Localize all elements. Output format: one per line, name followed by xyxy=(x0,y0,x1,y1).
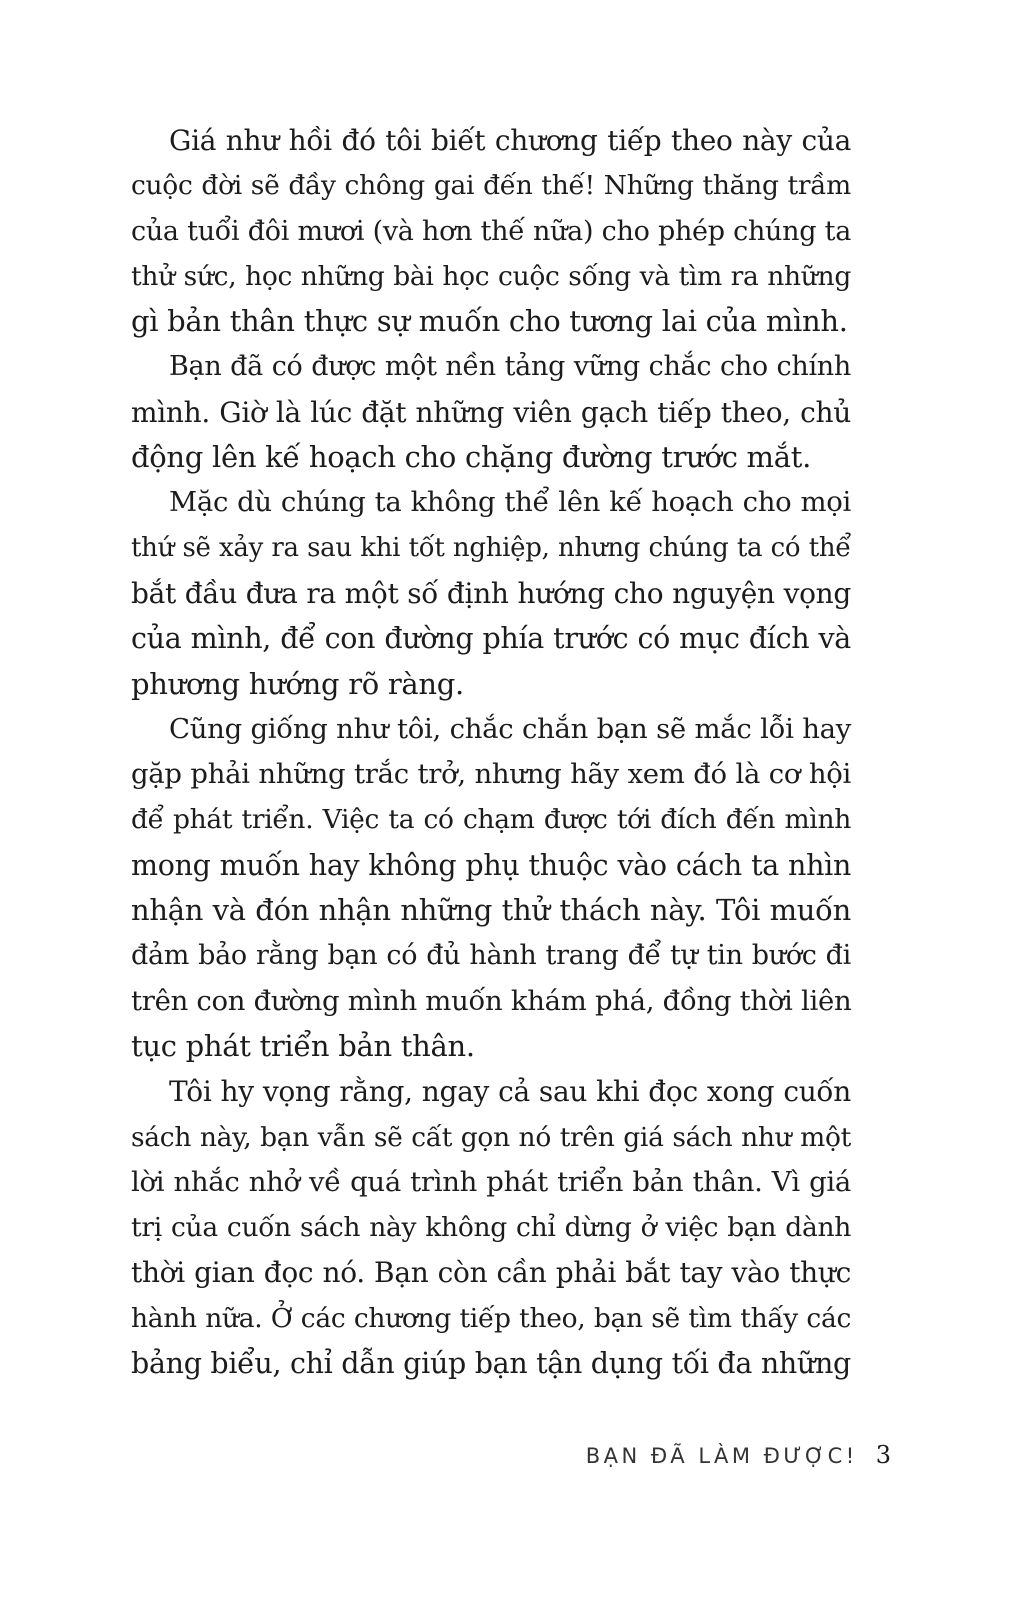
paragraph-4-line-6: đảm bảo rằng bạn có đủ hành trang để tự tin bước đi xyxy=(131,940,851,972)
paragraph-1-line-3: của tuổi đôi mươi (và hơn thế nữa) cho phép chúng ta xyxy=(131,215,851,247)
paragraph-4-line-8: tục phát triển bản thân. xyxy=(131,1028,475,1063)
running-title: BẠN ĐÃ LÀM ĐƯỢC! xyxy=(585,1444,858,1468)
paragraph-5-line-6: hành nữa. Ở các chương tiếp theo, bạn sẽ tìm thấy các xyxy=(131,1302,851,1334)
paragraph-4-line-7: trên con đường mình muốn khám phá, đồng thời liên xyxy=(131,984,852,1017)
paragraph-3-line-3: bắt đầu đưa ra một số định hướng cho nguyện vọng xyxy=(131,576,851,610)
body-text xyxy=(131,118,851,1386)
paragraph-5-line-5: thời gian đọc nó. Bạn còn cần phải bắt tay vào thực xyxy=(131,1256,851,1290)
paragraph-1-line-1: Giá như hồi đó tôi biết chương tiếp theo này của xyxy=(169,124,851,157)
page-footer xyxy=(586,1441,891,1469)
paragraph-3-line-5: phương hướng rõ ràng. xyxy=(131,666,464,701)
paragraph-5-line-2: sách này, bạn vẫn sẽ cất gọn nó trên giá sách như một xyxy=(131,1121,851,1153)
paragraph-3-line-4: của mình, để con đường phía trước có mục đích và xyxy=(131,622,851,656)
paragraph-5-line-4: trị của cuốn sách này không chỉ dừng ở việc bạn dành xyxy=(131,1212,851,1244)
page-number: 3 xyxy=(875,1441,891,1469)
paragraph-3-line-2: thứ sẽ xảy ra sau khi tốt nghiệp, nhưng chúng ta có thể xyxy=(131,532,851,563)
paragraph-2-line-1: Bạn đã có được một nền tảng vững chắc cho chính xyxy=(169,351,851,383)
paragraph-1-line-5: gì bản thân thực sự muốn cho tương lai của mình. xyxy=(131,304,848,339)
paragraph-5-line-3: lời nhắc nhở về quá trình phát triển bản thân. Vì giá xyxy=(131,1165,851,1198)
paragraph-3-line-1: Mặc dù chúng ta không thể lên kế hoạch cho mọi xyxy=(169,486,851,519)
paragraph-2-line-3: động lên kế hoạch cho chặng đường trước mắt. xyxy=(131,440,812,475)
paragraph-1-line-4: thử sức, học những bài học cuộc sống và tìm ra những xyxy=(131,260,851,292)
paragraph-1-line-2: cuộc đời sẽ đầy chông gai đến thế! Những thăng trầm xyxy=(131,170,851,202)
paragraph-2-line-2: mình. Giờ là lúc đặt những viên gạch tiếp theo, chủ xyxy=(131,395,851,429)
paragraph-4-line-2: gặp phải những trắc trở, nhưng hãy xem đó là cơ hội xyxy=(131,758,851,791)
paragraph-4-line-5: nhận và đón nhận những thử thách này. Tôi muốn xyxy=(131,893,851,928)
paragraph-4-line-1: Cũng giống như tôi, chắc chắn bạn sẽ mắc lỗi hay xyxy=(169,712,851,745)
paragraph-4-line-3: để phát triển. Việc ta có chạm được tới đích đến mình xyxy=(131,804,851,836)
paragraph-5-line-7: bảng biểu, chỉ dẫn giúp bạn tận dụng tối đa những xyxy=(131,1347,851,1381)
paragraph-5-line-1: Tôi hy vọng rằng, ngay cả sau khi đọc xong cuốn xyxy=(169,1075,851,1109)
paragraph-4-line-4: mong muốn hay không phụ thuộc vào cách ta nhìn xyxy=(131,848,851,882)
